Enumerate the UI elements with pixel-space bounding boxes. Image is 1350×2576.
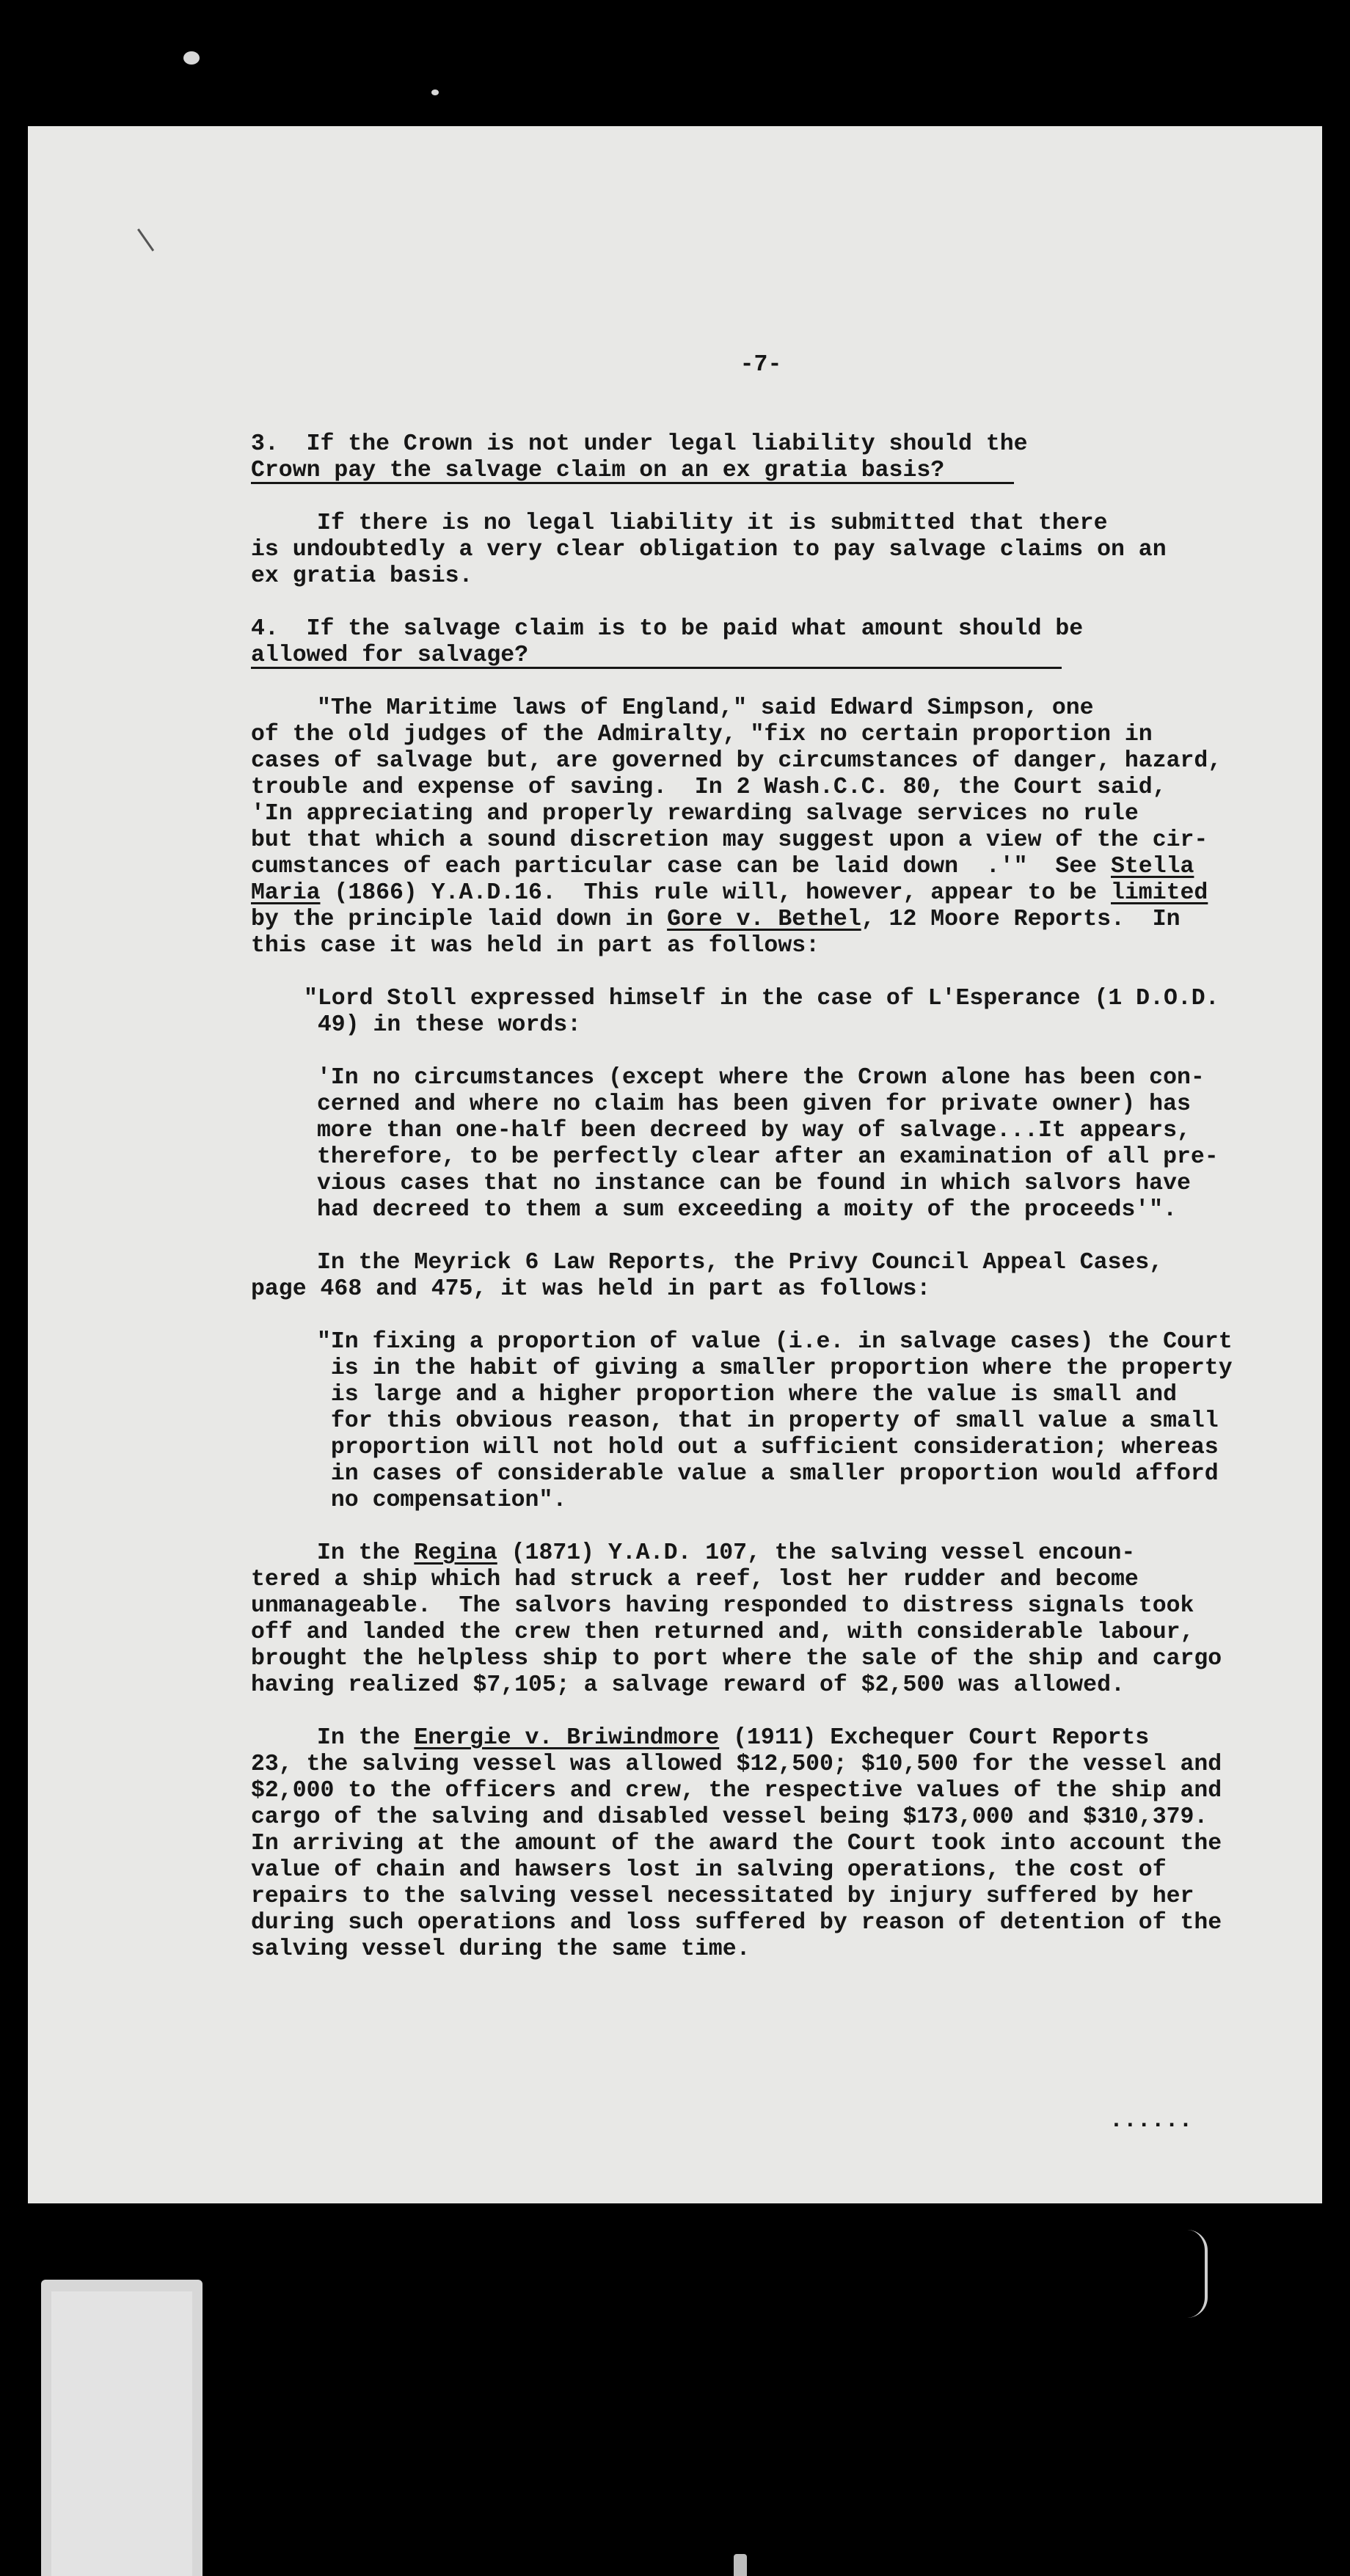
page-number: -7- (740, 352, 782, 378)
pencil-mark (131, 229, 154, 256)
text-line: In the Meyrick 6 Law Reports, the Privy Council Appeal Cases, (317, 1250, 1164, 1276)
heading-line: 3. If the Crown is not under legal liability should the (251, 431, 1028, 457)
question-3-heading (251, 431, 1227, 484)
block-quote-esperance (251, 1065, 1227, 1223)
text-line: had decreed to them a sum exceeding a moity of the proceeds'". (317, 1197, 1177, 1223)
text-run: , 12 Moore Reports. In (861, 907, 1181, 932)
heading-line: Crown pay the salvage claim on an ex gratia basis? (251, 458, 945, 483)
text-line: 'In no circumstances (except where the Crown alone has been con- (317, 1065, 1205, 1091)
text-line: "The Maritime laws of England," said Edward Simpson, one (317, 695, 1094, 721)
text-line: cargo of the salving and disabled vessel being $173,000 and $310,379. (251, 1804, 1208, 1830)
case-citation: Gore v. Bethel (667, 907, 861, 932)
paragraph-maritime-laws (251, 695, 1227, 959)
text-line: salving vessel during the same time. (251, 1936, 751, 1962)
text-line (251, 854, 1227, 880)
binding-clip (734, 2554, 747, 2576)
text-line: this case it was held in part as follows: (251, 933, 820, 959)
underlined-word: limited (1111, 880, 1208, 906)
text-line: no compensation". (317, 1488, 567, 1513)
text-line: is undoubtedly a very clear obligation to pay salvage claims on an (251, 537, 1167, 563)
text-run: by the principle laid down in (251, 907, 668, 932)
dust-speck (431, 89, 439, 95)
heading-line: 4. If the salvage claim is to be paid what amount should be (251, 616, 1084, 642)
text-line: "Lord Stoll expressed himself in the case of L'Esperance (1 D.O.D. (304, 986, 1219, 1011)
text-run: (1871) Y.A.D. 107, the salving vessel encoun- (497, 1540, 1136, 1566)
text-line: trouble and expense of saving. In 2 Wash.C.C. 80, the Court said, (251, 775, 1167, 800)
question-3-answer (251, 511, 1227, 590)
text-line: In arriving at the amount of the award the Court took into account the (251, 1831, 1222, 1856)
question-4-heading (251, 616, 1227, 669)
paragraph-regina (251, 1540, 1227, 1699)
text-line: page 468 and 475, it was held in part as follows: (251, 1276, 931, 1302)
text-line: having realized $7,105; a salvage reward of $2,500 was allowed. (251, 1672, 1125, 1698)
case-citation: Maria (251, 880, 321, 906)
text-line: is large and a higher proportion where the value is small and (317, 1382, 1177, 1408)
edge-curve (1187, 2230, 1208, 2318)
continuation-dots: ...... (1109, 2108, 1193, 2134)
text-run: In the (317, 1725, 415, 1751)
microfilm-tab-inner (51, 2291, 192, 2576)
text-line: ex gratia basis. (251, 563, 473, 589)
text-line: repairs to the salving vessel necessitated by injury suffered by her (251, 1884, 1194, 1909)
block-quote-proportion (251, 1329, 1233, 1514)
text-line: in cases of considerable value a smaller proportion would afford (317, 1461, 1219, 1487)
case-citation: Energie v. Briwindmore (414, 1725, 720, 1751)
text-line: unmanageable. The salvors having responded to distress signals took (251, 1593, 1194, 1619)
text-line: vious cases that no instance can be found in which salvors have (317, 1171, 1191, 1196)
text-line: 23, the salving vessel was allowed $12,500; $10,500 for the vessel and (251, 1752, 1222, 1777)
text-line (251, 1540, 1227, 1567)
text-line: of the old judges of the Admiralty, "fix no certain proportion in (251, 722, 1153, 747)
case-citation: Regina (414, 1540, 497, 1566)
case-citation: Stella (1111, 854, 1194, 879)
text-run: (1911) Exchequer Court Reports (719, 1725, 1150, 1751)
text-line: proportion will not hold out a sufficient consideration; whereas (317, 1435, 1219, 1460)
text-line: during such operations and loss suffered by reason of detention of the (251, 1910, 1222, 1936)
text-run: (1866) Y.A.D.16. This rule will, however, appear to be (320, 880, 1111, 906)
paragraph-meyrick (251, 1250, 1227, 1303)
text-line: therefore, to be perfectly clear after an examination of all pre- (317, 1144, 1219, 1170)
text-line: If there is no legal liability it is submitted that there (317, 511, 1108, 536)
text-line: brought the helpless ship to port where the sale of the ship and cargo (251, 1646, 1222, 1672)
paragraph-energie (251, 1725, 1227, 1963)
text-line: for this obvious reason, that in property of small value a small (317, 1408, 1219, 1434)
text-line: cases of salvage but, are governed by circumstances of danger, hazard, (251, 748, 1222, 774)
text-run: cumstances of each particular case can be laid down .'" See (251, 854, 1111, 879)
text-line: off and landed the crew then returned and, with considerable labour, (251, 1620, 1194, 1645)
text-line: "In fixing a proportion of value (i.e. in salvage cases) the Court (317, 1329, 1233, 1355)
text-line: 49) in these words: (304, 1012, 582, 1038)
text-run: In the (317, 1540, 415, 1566)
heading-line: allowed for salvage? (251, 643, 529, 668)
text-line: but that which a sound discretion may suggest upon a view of the cir- (251, 827, 1208, 853)
text-line (251, 1725, 1227, 1752)
text-line: is in the habit of giving a smaller proportion where the property (317, 1355, 1233, 1381)
text-line: tered a ship which had struck a reef, lost her rudder and become (251, 1567, 1139, 1592)
text-line (251, 880, 1227, 907)
text-line: $2,000 to the officers and crew, the respective values of the ship and (251, 1778, 1222, 1804)
text-line: value of chain and hawsers lost in salving operations, the cost of (251, 1857, 1167, 1883)
dust-speck (183, 51, 200, 65)
text-line (251, 907, 1227, 933)
text-line: cerned and where no claim has been given for private owner) has (317, 1091, 1191, 1117)
document-body (251, 352, 1233, 1963)
text-line: more than one-half been decreed by way of salvage...It appears, (317, 1118, 1191, 1144)
text-line: 'In appreciating and properly rewarding salvage services no rule (251, 801, 1139, 827)
block-quote-stoll (251, 986, 1227, 1039)
